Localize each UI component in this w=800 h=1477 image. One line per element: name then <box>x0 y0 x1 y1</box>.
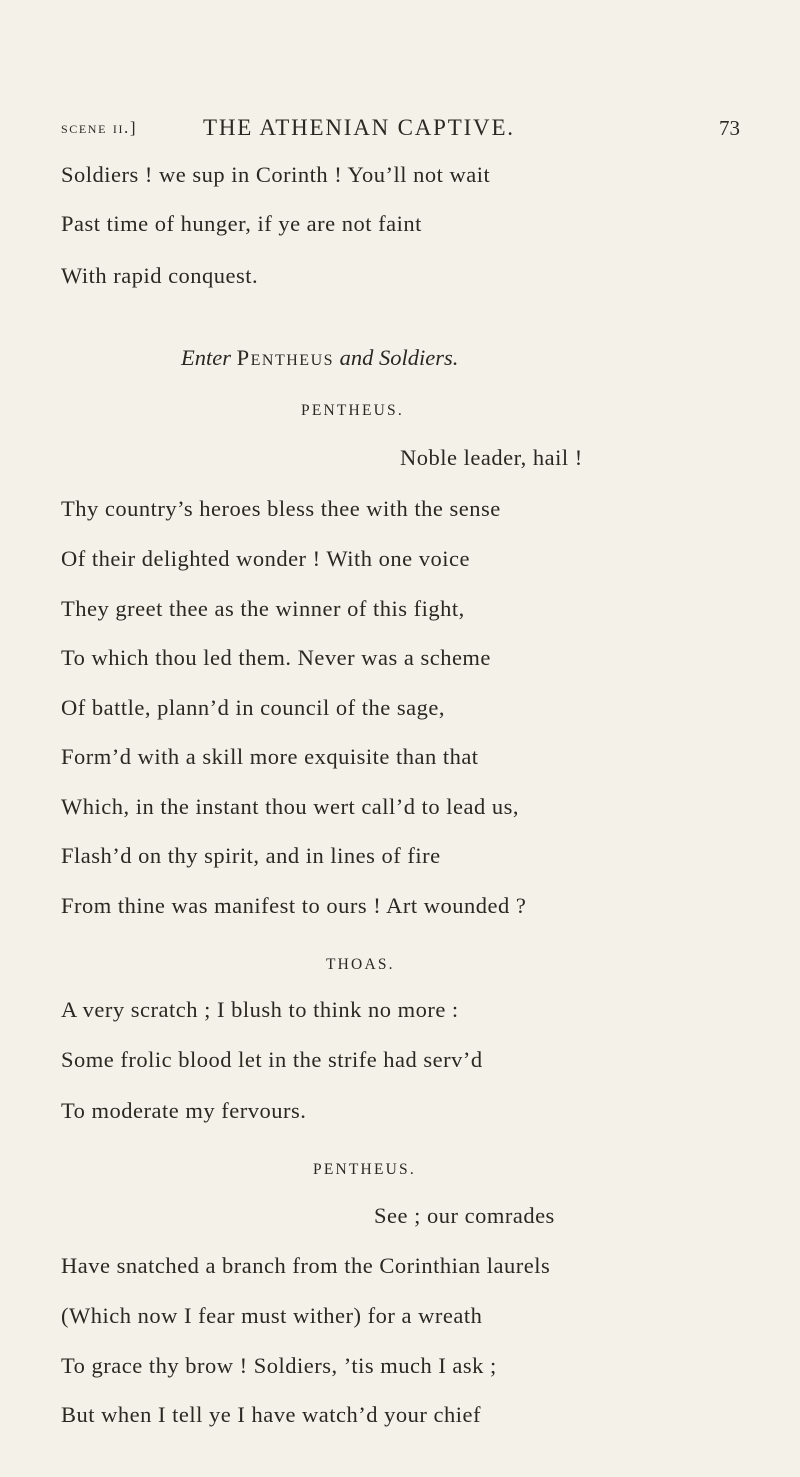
stage-enter: Enter <box>181 345 231 371</box>
verse-line: With rapid conquest. <box>61 262 259 288</box>
stage-direction <box>181 345 458 371</box>
stage-rest: and Soldiers. <box>334 345 459 371</box>
verse-line: See ; our comrades <box>374 1203 555 1229</box>
book-title: THE ATHENIAN CAPTIVE. <box>203 115 515 140</box>
running-header <box>0 115 800 150</box>
verse-line: (Which now I fear must wither) for a wreath <box>61 1303 483 1329</box>
verse-line: Of their delighted wonder ! With one voice <box>61 546 470 572</box>
speaker-heading: PENTHEUS. <box>301 402 404 420</box>
scene-label: scene ii.] <box>61 118 138 137</box>
verse-line: To which thou led them. Never was a scheme <box>61 645 491 671</box>
verse-line: Form’d with a skill more exquisite than that <box>61 744 479 770</box>
verse-line: Noble leader, hail ! <box>400 445 583 471</box>
verse-line: Past time of hunger, if ye are not faint <box>61 211 422 237</box>
verse-line: A very scratch ; I blush to think no more : <box>61 996 459 1022</box>
verse-line: Which, in the instant thou wert call’d to lead us, <box>61 793 520 819</box>
verse-line: Of battle, plann’d in council of the sage, <box>61 694 446 720</box>
verse-line: To grace thy brow ! Soldiers, ’tis much I ask ; <box>61 1352 497 1378</box>
verse-line: Soldiers ! we sup in Corinth ! You’ll not wait <box>61 161 491 187</box>
verse-line: Have snatched a branch from the Corinthian laurels <box>61 1252 551 1278</box>
verse-line: They greet thee as the winner of this fight, <box>61 595 465 621</box>
verse-line: Flash’d on thy spirit, and in lines of fire <box>61 843 441 869</box>
verse-line: From thine was manifest to ours ! Art wounded ? <box>61 892 527 918</box>
verse-line: To moderate my fervours. <box>61 1097 307 1123</box>
stage-character: Pentheus <box>236 345 335 371</box>
page-number: 73 <box>719 116 740 140</box>
speaker-heading: PENTHEUS. <box>313 1161 416 1179</box>
speaker-heading: THOAS. <box>326 956 395 974</box>
verse-line: But when I tell ye I have watch’d your chief <box>61 1402 481 1428</box>
verse-line: Thy country’s heroes bless thee with the sense <box>61 495 501 521</box>
verse-line: Some frolic blood let in the strife had serv’d <box>61 1047 483 1073</box>
